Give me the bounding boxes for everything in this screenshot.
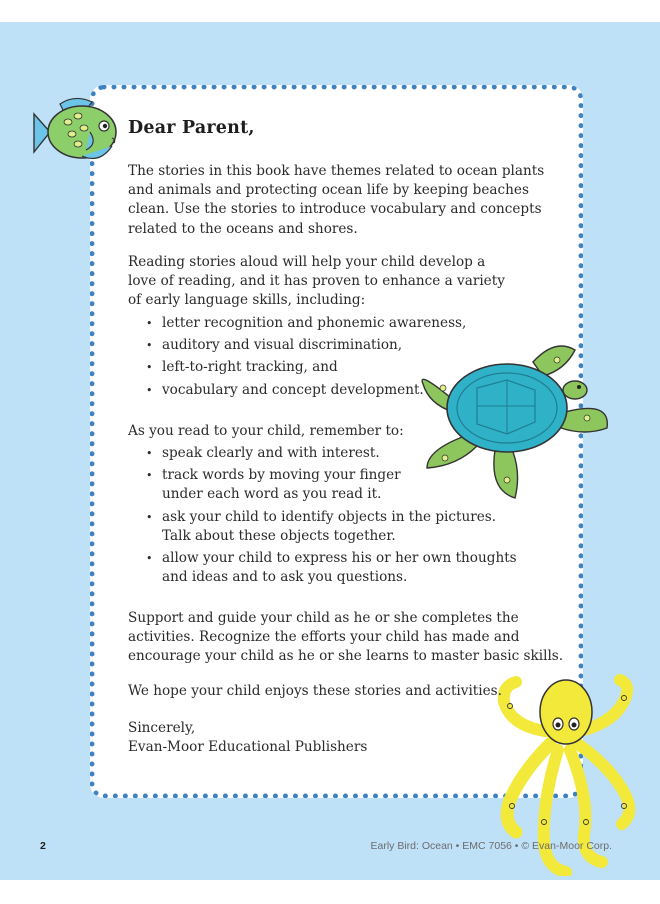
footer-credit: Early Bird: Ocean • EMC 7056 • © Evan-Moor Corp. xyxy=(370,840,612,852)
list-item: • track words by moving your finger under each word as you read it. xyxy=(144,466,517,504)
letter-closing: Sincerely, xyxy=(128,720,196,736)
reading-paragraph: Reading stories aloud will help your child develop a love of reading, and it has proven to enhance a variety of early language skills, including: xyxy=(128,254,505,309)
intro-paragraph: The stories in this book have themes related to ocean plants and animals and protecting ocean life by keeping beaches clean. Use the stories to introduce vocabulary and concepts related to the oceans and shores. xyxy=(128,163,545,237)
hope-paragraph: We hope your child enjoys these stories and activities. xyxy=(128,683,502,699)
support-paragraph: Support and guide your child as he or she completes the activities. Recognize the efforts your child has made and encourage your child as he or she learns to master basic skills. xyxy=(128,610,564,665)
list-item: • auditory and visual discrimination, xyxy=(144,336,466,355)
skills-list xyxy=(144,314,466,400)
list-item: • ask your child to identify objects in the pictures. Talk about these objects together. xyxy=(144,508,517,546)
list-item: • letter recognition and phonemic awareness, xyxy=(144,314,466,333)
list-item: • allow your child to express his or her own thoughts and ideas and to ask you questions. xyxy=(144,549,517,587)
letter-signature: Evan-Moor Educational Publishers xyxy=(128,739,368,755)
page-number: 2 xyxy=(40,840,46,852)
list-item: • left-to-right tracking, and xyxy=(144,358,466,377)
letter-greeting: Dear Parent, xyxy=(128,118,255,138)
list-item: • vocabulary and concept development. xyxy=(144,381,466,400)
list-item: • speak clearly and with interest. xyxy=(144,444,517,463)
fish-illustration xyxy=(20,92,125,174)
reminders-list xyxy=(144,444,517,587)
reminders-heading: As you read to your child, remember to: xyxy=(128,423,404,439)
